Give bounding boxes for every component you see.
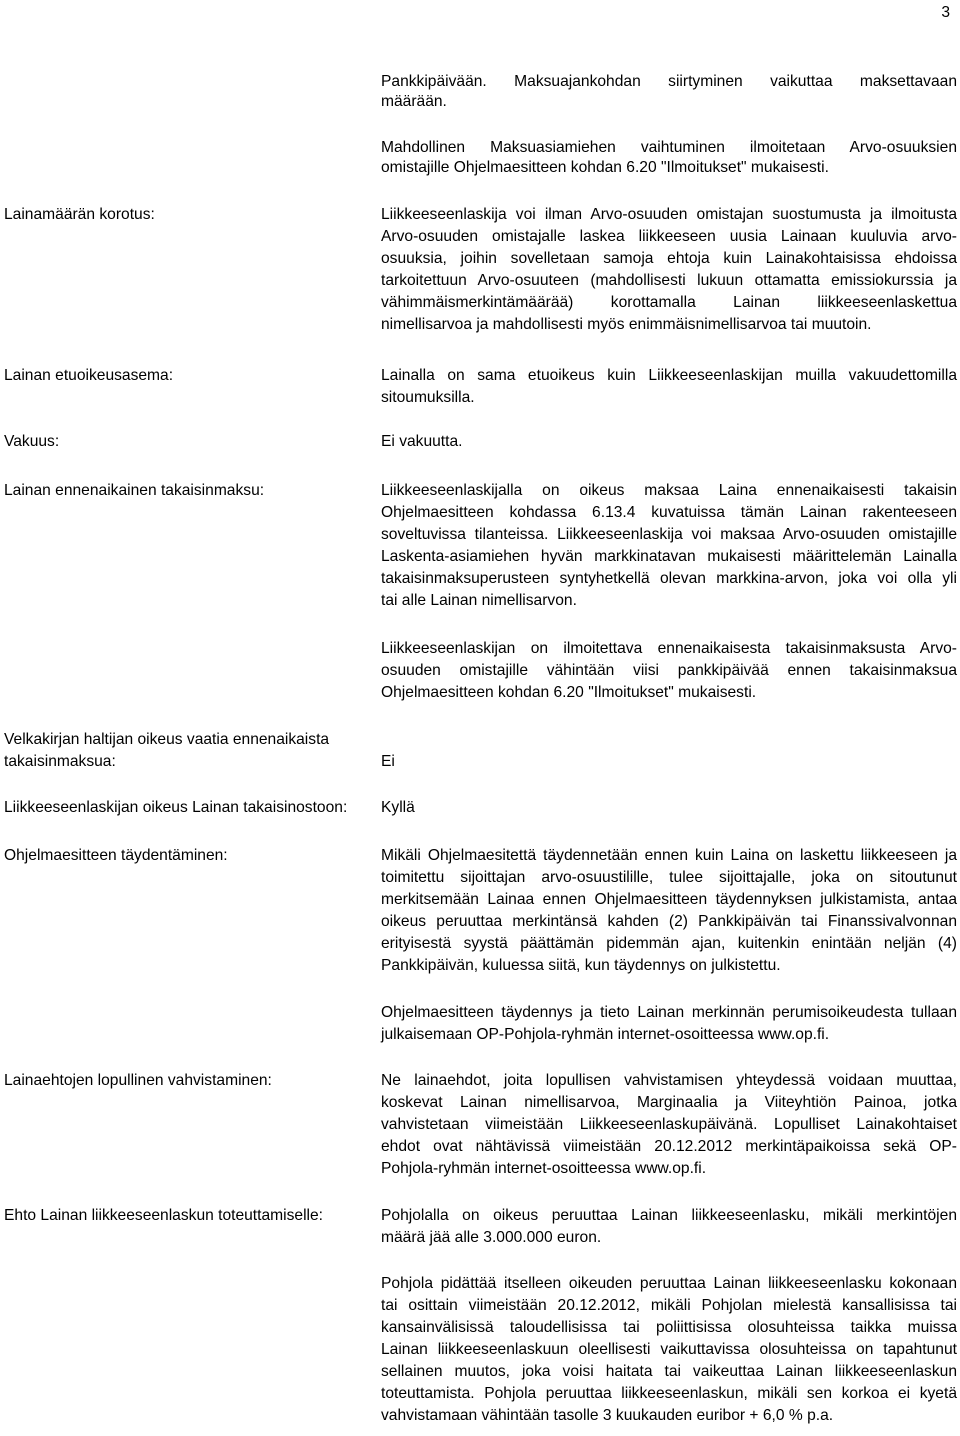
field-text-line: Kyllä <box>381 799 415 816</box>
field-text-line: Lainan liikkeeseenlaskuun oleellisesti vaikuttavissa olosuhteissa on tapahtunut <box>381 1341 957 1358</box>
field-label-vahvistaminen: Lainaehtojen lopullinen vahvistaminen: <box>4 1072 272 1089</box>
field-text-line: määrä jää alle 3.000.000 euron. <box>381 1229 602 1246</box>
field-text-line: nimellisarvoa ja mahdollisesti myös enimmäisnimellisarvoa tai muutoin. <box>381 316 872 333</box>
field-text-line: Ei vakuutta. <box>381 433 463 450</box>
field-label-haltijan-oikeus: takaisinmaksua: <box>4 753 116 770</box>
field-text-line: koskevat Lainan nimellisarvoa, Marginaalia ja Viiteyhtiön Painoa, jotka <box>381 1094 957 1111</box>
field-text-line: Ei <box>381 753 395 770</box>
field-label-ehto: Ehto Lainan liikkeeseenlaskun toteuttamiselle: <box>4 1207 324 1224</box>
field-text-line: Pankkipäivän, kuluessa siitä, kun täydennys on julkistettu. <box>381 957 781 974</box>
field-label-haltijan-oikeus: Velkakirjan haltijan oikeus vaatia ennenaikaista <box>4 731 330 748</box>
field-text-line: vahvistamaan vähintään tasolle 3 kuukauden euribor + 6,0 % p.a. <box>381 1407 834 1424</box>
field-text-line: Ohjelmaesitteen kohdassa 6.13.4 kuvatuissa tämän Lainan rakenteeseen <box>381 504 957 521</box>
field-text-line: Ne lainaehdot, joita lopullisen vahvistamisen yhteydessä voidaan muuttaa, <box>381 1072 957 1089</box>
field-text-line: merkitsemään Lainaa ennen Ohjelmaesitteen täydennyksen julkistamista, antaa <box>381 891 957 908</box>
field-text-line: toimitettu sijoittajan arvo-osuustilille, tulee sijoittajalle, joka on sitoutunut <box>381 869 957 886</box>
field-label-taydentaminen: Ohjelmaesitteen täydentäminen: <box>4 847 228 864</box>
field-label-takaisinosto: Liikkeeseenlaskijan oikeus Lainan takaisinostoon: <box>4 799 348 816</box>
field-text-line: Laskenta-asiamiehen hyvän markkinatavan mukaisesti määrittelemän Lainalla <box>381 548 957 565</box>
field-text-line: oikeus peruuttaa merkintänsä kahden (2) Pankkipäivän tai Finanssivalvonnan <box>381 913 957 930</box>
intro-line: Mahdollinen Maksuasiamiehen vaihtuminen ilmoitetaan Arvo-osuuksien <box>381 139 957 156</box>
field-text-line: osuuden omistajille vähintään viisi pankkipäivää ennen takaisinmaksua <box>381 662 957 679</box>
field-text-line: Liikkeeseenlaskijalla on oikeus maksaa Laina ennenaikaisesti takaisin <box>381 482 957 499</box>
intro-line: määrään. <box>381 93 447 110</box>
field-label-etuoikeusasema: Lainan etuoikeusasema: <box>4 367 174 384</box>
field-text-line: tarkoitettuun Arvo-osuuteen (mahdollisesti lukuun ottamatta emissiokurssia ja <box>381 272 957 289</box>
field-text-line: vähimmäismerkintämäärää) korottamalla Lainan liikkeeseenlaskettua <box>381 294 957 311</box>
field-label-vakuus: Vakuus: <box>4 433 60 450</box>
field-text-line: erityisestä syystä päättämän pidemmän ajan, kuitenkin enintään neljän (4) <box>381 935 957 952</box>
field-text-line: takaisinmaksuperusteen syntyhetkellä olevan markkina-arvon, joka voi olla yli <box>381 570 957 587</box>
field-text-line: Pohjola-ryhmän internet-osoitteessa www.op.fi. <box>381 1160 707 1177</box>
field-text-line: julkaisemaan OP-Pohjola-ryhmän internet-osoitteessa www.op.fi. <box>381 1026 830 1043</box>
intro-line: omistajille Ohjelmaesitteen kohdan 6.20 "Ilmoitukset" mukaisesti. <box>381 159 829 176</box>
field-text-line: tai osittain viimeistään 20.12.2012, mikäli Pohjolan mielestä kansallisissa tai <box>381 1297 957 1314</box>
field-label-ennenaikainen-takaisinmaksu: Lainan ennenaikainen takaisinmaksu: <box>4 482 265 499</box>
field-text-line: tai alle Lainan nimellisarvon. <box>381 592 577 609</box>
field-text-line: sellainen muutos, joka voisi haitata tai vaikeuttaa Lainan liikkeeseenlaskun <box>381 1363 957 1380</box>
field-text-line: Ohjelmaesitteen täydennys ja tieto Lainan merkinnän perumisoikeudesta tullaan <box>381 1004 957 1021</box>
field-text-line: Lainalla on sama etuoikeus kuin Liikkeeseenlaskijan muilla vakuudettomilla <box>381 367 957 384</box>
field-text-line: kansainvälisissä taloudellisissa tai poliittisissa olosuhteissa taikka muissa <box>381 1319 957 1336</box>
field-text-line: Pohjolalla on oikeus peruuttaa Lainan liikkeeseenlasku, mikäli merkintöjen <box>381 1207 957 1224</box>
field-text-line: osuuksia, joihin sovelletaan samoja ehtoja kuin Lainakohtaisissa ehdoissa <box>381 250 957 267</box>
intro-line: Pankkipäivään. Maksuajankohdan siirtyminen vaikuttaa maksettavaan <box>381 73 957 90</box>
field-text-line: soveltuvissa tilanteissa. Liikkeeseenlaskija voi maksaa Arvo-osuuden omistajille <box>381 526 957 543</box>
field-text-line: sitoumuksilla. <box>381 389 475 406</box>
field-text-line: Pohjola pidättää itselleen oikeuden peruuttaa Lainan liikkeeseenlasku kokonaan <box>381 1275 957 1292</box>
field-text-line: ehdot ovat nähtävissä viimeistään 20.12.2012 merkintäpaikoissa sekä OP- <box>381 1138 957 1155</box>
field-label-lainamaaran-korotus: Lainamäärän korotus: <box>4 206 155 223</box>
field-text-line: Arvo-osuuden omistajalle laskea liikkeeseen uusia Lainaan kuuluvia arvo- <box>381 228 957 245</box>
field-text-line: Liikkeeseenlaskija voi ilman Arvo-osuuden omistajan suostumusta ja ilmoitusta <box>381 206 957 223</box>
field-text-line: toteuttamista. Pohjola peruuttaa liikkeeseenlaskun, mikäli sen korkoa ei kyetä <box>381 1385 957 1402</box>
field-text-line: Ohjelmaesitteen kohdan 6.20 "Ilmoitukset" mukaisesti. <box>381 684 757 701</box>
field-text-line: vahvistetaan viimeistään Liikkeeseenlaskupäivänä. Lopulliset Lainakohtaiset <box>381 1116 957 1133</box>
field-text-line: Liikkeeseenlaskijan on ilmoitettava ennenaikaisesta takaisinmaksusta Arvo- <box>381 640 957 657</box>
field-text-line: Mikäli Ohjelmaesitettä täydennetään ennen kuin Laina on laskettu liikkeeseen ja <box>381 847 957 864</box>
page-number: 3 <box>941 4 950 21</box>
